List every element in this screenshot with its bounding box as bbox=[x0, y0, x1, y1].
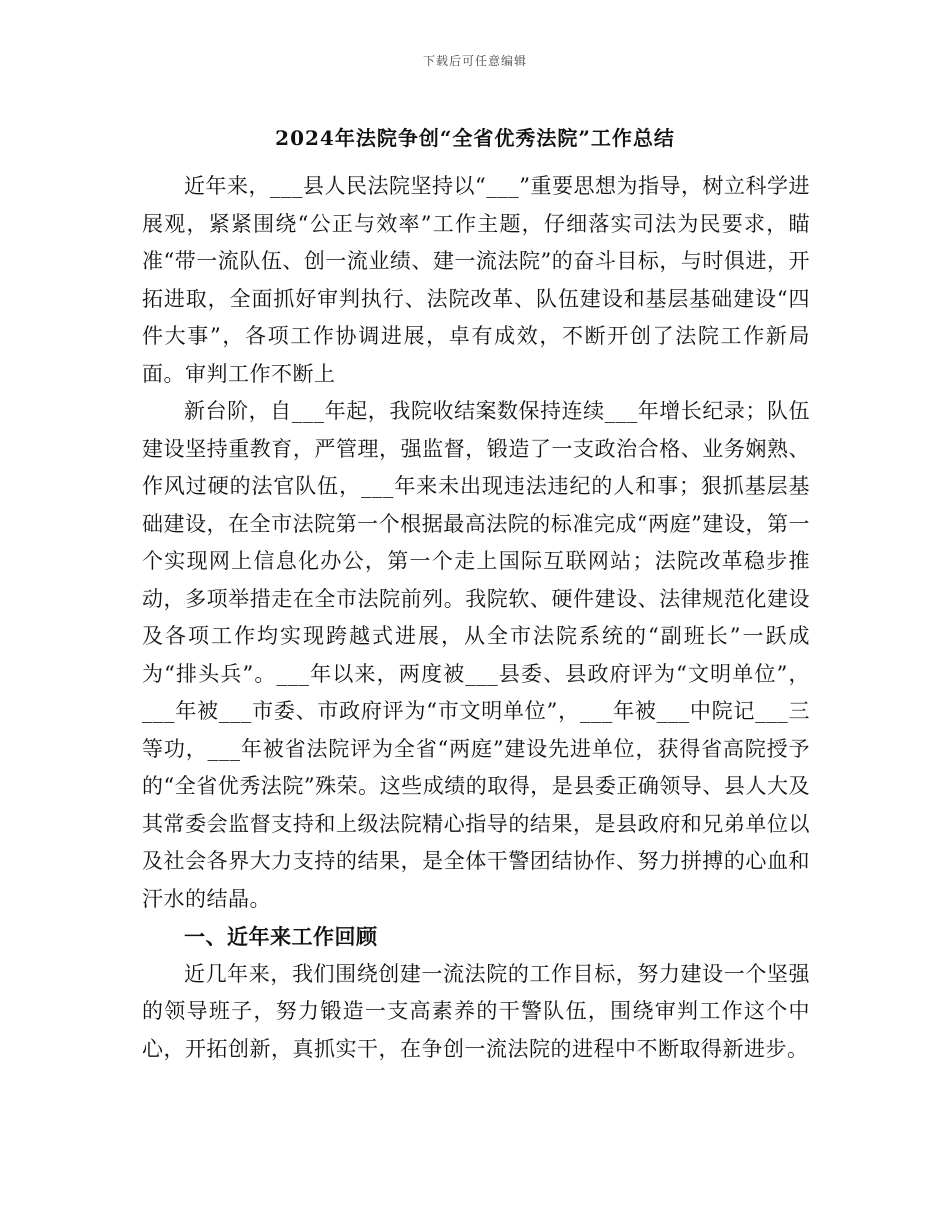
page-header-note: 下载后可任意编辑 bbox=[422, 54, 527, 68]
document-title: 2024年法院争创“全省优秀法院”工作总结 bbox=[275, 126, 675, 150]
body-paragraph-1: 近年来，___县人民法院坚持以“___”重要思想为指导，树立科学进展观，紧紧围绕“公正与效率”工作主题，仔细落实司法为民要求，瞄准“带一流队伍、创一流业绩、建一流法院”的奋斗目标，与时俱进，开拓进取，全面抓好审判执行、法院改革、队伍建设和基层基础建设“四件大事”，各项工作协调进展，卓有成效，不断开创了法院工作新局面。审判工作不断上 bbox=[142, 174, 810, 386]
body-paragraph-2: 新台阶，自___年起，我院收结案数保持连续___年增长纪录；队伍建设坚持重教育，严管理，强监督，锻造了一支政治合格、业务娴熟、作风过硬的法官队伍，___年来未出现违法违纪的人和事；狠抓基层基础建设，在全市法院第一个根据最高法院的标准完成“两庭”建设，第一个实现网上信息化办公，第一个走上国际互联网站；法院改革稳步推动，多项举措走在全市法院前列。我院软、硬件建设、法律规范化建设及各项工作均实现跨越式进展，从全市法院系统的“副班长”一跃成为“排头兵”。___年以来，两度被___县委、县政府评为“文明单位”，___年被___市委、市政府评为“市文明单位”，___年被___中院记___三等功，___年被省法院评为全省“两庭”建设先进单位，获得省高院授予的“全省优秀法院”殊荣。这些成绩的取得，是县委正确领导、县人大及其常委会监督支持和上级法院精心指导的结果，是县政府和兄弟单位以及社会各界大力支持的结果，是全体干警团结协作、努力拼搏的心血和汗水的结晶。 bbox=[142, 399, 810, 911]
section-heading-1: 一、近年来工作回顾 bbox=[184, 924, 378, 949]
document-body bbox=[142, 168, 810, 1068]
section-1-paragraph: 近几年来，我们围绕创建一流法院的工作目标，努力建设一个坚强的领导班子，努力锻造一支高素养的干警队伍，围绕审判工作这个中心，开拓创新，真抓实干，在争创一流法院的进程中不断取得新进步。 bbox=[142, 961, 810, 1061]
